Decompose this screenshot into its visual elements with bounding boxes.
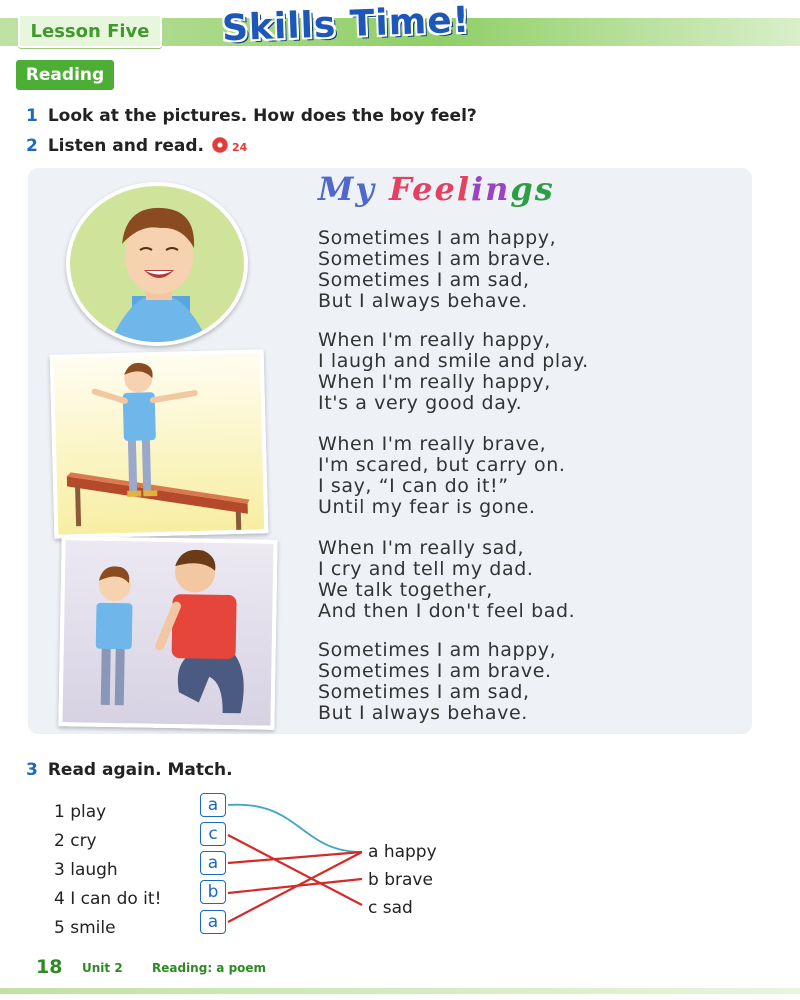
unit-label: Unit 2 <box>82 961 123 975</box>
instruction-text: Listen and read. <box>47 136 204 156</box>
instruction-text: Look at the pictures. How does the boy feel? <box>47 106 477 126</box>
poem-title-part: Feel <box>389 170 471 208</box>
match-option: a happy <box>368 842 437 862</box>
instruction-number: 1 <box>26 106 38 126</box>
poem-line: When I'm really happy, <box>318 329 551 351</box>
poem-line: When I'm really brave, <box>318 433 547 455</box>
answer-box[interactable]: a <box>200 793 226 817</box>
poem-line: Sometimes I am sad, <box>318 681 530 703</box>
poem-line: I laugh and smile and play. <box>318 350 589 372</box>
poem-line: I'm scared, but carry on. <box>318 454 566 476</box>
match-line <box>228 852 362 922</box>
poem-line: Sometimes I am happy, <box>318 639 557 661</box>
match-option: b brave <box>368 870 433 890</box>
footer-band <box>0 988 800 994</box>
match-line <box>228 835 362 905</box>
poem-line: We talk together, <box>318 579 493 601</box>
match-item: 3 laugh <box>54 860 118 880</box>
poem-line: I cry and tell my dad. <box>318 558 534 580</box>
poem-line: But I always behave. <box>318 290 528 312</box>
answer-box[interactable]: c <box>200 822 226 846</box>
poem-title-part: in <box>471 170 511 208</box>
poem-line: Until my fear is gone. <box>318 496 536 518</box>
match-item: 2 cry <box>54 831 97 851</box>
audio-track-number: 24 <box>231 141 248 154</box>
poem-line: Sometimes I am brave. <box>318 660 552 682</box>
section-tab-label: Reading <box>25 65 105 85</box>
poem-line: I say, “I can do it!” <box>318 475 509 497</box>
match-item: 1 play <box>54 802 107 822</box>
match-option: c sad <box>368 898 413 918</box>
lesson-label: Lesson Five <box>30 20 150 42</box>
instruction-number: 2 <box>26 136 38 156</box>
poem-line: When I'm really happy, <box>318 371 551 393</box>
answer-box[interactable]: a <box>200 851 226 875</box>
poem-line: And then I don't feel bad. <box>318 600 576 622</box>
poem-line: Sometimes I am brave. <box>318 248 552 270</box>
poem-line: Sometimes I am sad, <box>318 269 530 291</box>
poem-line: Sometimes I am happy, <box>318 227 557 249</box>
answer-box[interactable]: a <box>200 910 226 934</box>
match-options <box>368 838 437 922</box>
instruction-number: 3 <box>26 760 38 780</box>
poem-title-part: gs <box>510 170 555 208</box>
poem-title-part: My <box>318 170 377 208</box>
match-item: 4 I can do it! <box>54 889 162 909</box>
poem-line: It's a very good day. <box>318 392 523 414</box>
footer-text: Reading: a poem <box>152 961 267 975</box>
answer-box[interactable]: b <box>200 880 226 904</box>
page-title: Skills Time! <box>221 0 471 50</box>
poem-line: But I always behave. <box>318 702 528 724</box>
poem-line: When I'm really sad, <box>318 537 525 559</box>
match-item: 5 smile <box>54 918 116 938</box>
instruction-text: Read again. Match. <box>47 760 233 780</box>
page-number: 18 <box>36 956 63 978</box>
